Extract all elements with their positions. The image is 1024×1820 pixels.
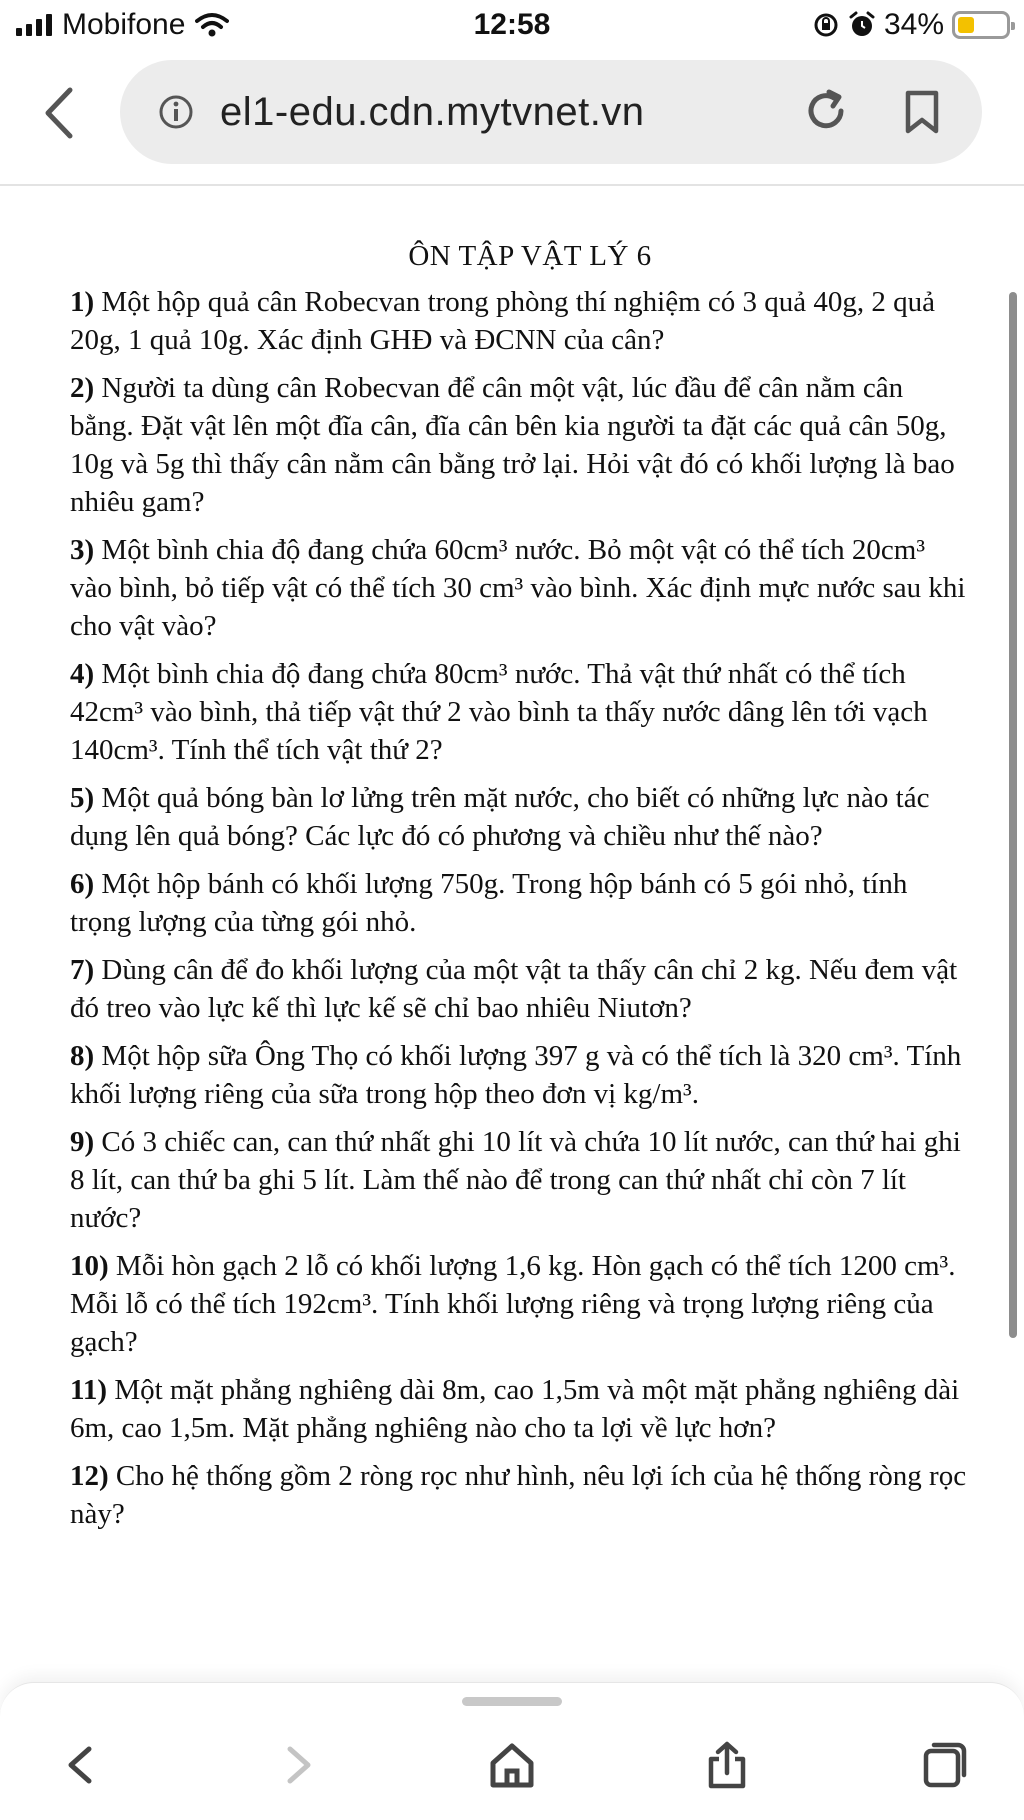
- question-number: 4): [70, 658, 95, 690]
- question-item: [70, 1371, 970, 1447]
- question-text: Một mặt phẳng nghiêng dài 8m, cao 1,5m và một mặt phẳng nghiêng dài 6m, cao 1,5m. Mặt phẳng nghiêng nào cho ta lợi về lực hơn?: [70, 1374, 960, 1444]
- status-time: 12:58: [473, 8, 551, 41]
- question-text: Một quả bóng bàn lơ lửng trên mặt nước, cho biết có những lực nào tác dụng lên quả bóng? Các lực đó có phương và chiều như thế nào?: [70, 782, 930, 852]
- document-content: [70, 240, 970, 1543]
- question-text: Người ta dùng cân Robecvan để cân một vật, lúc đầu để cân nằm cân bằng. Đặt vật lên một đĩa cân, đĩa cân bên kia người ta đặt các quả cân 50g, 10g và 5g thì thấy cân nằm cân bằng trở lại. Hỏi vật đó có khối lượng là bao nhiêu gam?: [70, 372, 955, 518]
- question-text: Một bình chia độ đang chứa 60cm³ nước. Bỏ một vật có thể tích 20cm³ vào bình, bỏ tiếp vật có thể tích 30 cm³ vào bình. Xác định mực nước sau khi cho vật vào?: [70, 534, 966, 642]
- question-number: 3): [70, 534, 95, 566]
- info-icon[interactable]: [158, 94, 194, 130]
- question-number: 11): [70, 1374, 108, 1406]
- page-scrollbar[interactable]: [1009, 292, 1017, 1338]
- bookmark-icon[interactable]: [903, 90, 941, 134]
- question-item: [70, 1123, 970, 1237]
- nav-back-icon[interactable]: [57, 1741, 105, 1789]
- question-item: [70, 531, 970, 645]
- nav-forward-icon[interactable]: [274, 1741, 322, 1789]
- question-number: 7): [70, 954, 95, 986]
- question-item: [70, 655, 970, 769]
- question-item: [70, 369, 970, 521]
- question-number: 9): [70, 1126, 95, 1158]
- home-icon[interactable]: [488, 1741, 536, 1789]
- question-item: [70, 951, 970, 1027]
- question-number: 10): [70, 1250, 109, 1282]
- question-text: Một hộp sữa Ông Thọ có khối lượng 397 g và có thể tích là 320 cm³. Tính khối lượng riêng của sữa trong hộp theo đơn vị kg/m³.: [70, 1040, 962, 1110]
- address-bar[interactable]: [120, 60, 982, 164]
- question-number: 12): [70, 1460, 109, 1492]
- tabs-icon[interactable]: [920, 1741, 968, 1789]
- alarm-icon: [848, 11, 876, 39]
- battery-icon: [952, 11, 1010, 39]
- question-number: 8): [70, 1040, 95, 1072]
- browser-nav-row: [0, 56, 1024, 168]
- toolbar-grab-handle[interactable]: [462, 1697, 562, 1706]
- carrier-name: Mobifone: [62, 8, 186, 41]
- share-icon[interactable]: [703, 1741, 751, 1789]
- question-text: Có 3 chiếc can, can thứ nhất ghi 10 lít và chứa 10 lít nước, can thứ hai ghi 8 lít, can thứ ba ghi 5 lít. Làm thế nào để trong can thứ nhất chỉ còn 7 lít nước?: [70, 1126, 961, 1234]
- status-bar: [0, 0, 1024, 52]
- battery-fill: [958, 17, 974, 33]
- status-right: [812, 8, 1010, 42]
- bottom-toolbar: [0, 1682, 1024, 1820]
- document-title: ÔN TẬP VẬT LÝ 6: [408, 240, 652, 272]
- question-text: Một hộp bánh có khối lượng 750g. Trong hộp bánh có 5 gói nhỏ, tính trọng lượng của từng gói nhỏ.: [70, 868, 908, 938]
- question-text: Mỗi hòn gạch 2 lỗ có khối lượng 1,6 kg. Hòn gạch có thể tích 1200 cm³. Mỗi lỗ có thể tích 192cm³. Tính khối lượng riêng và trọng lượng riêng của gạch?: [70, 1250, 956, 1358]
- question-text: Một hộp quả cân Robecvan trong phòng thí nghiệm có 3 quả 40g, 2 quả 20g, 1 quả 10g. Xác định GHĐ và ĐCNN của cân?: [70, 286, 936, 356]
- reload-icon[interactable]: [803, 88, 849, 134]
- question-item: [70, 1247, 970, 1361]
- question-item: [70, 283, 970, 359]
- question-item: [70, 865, 970, 941]
- battery-percent: 34%: [883, 8, 944, 41]
- question-text: Cho hệ thống gồm 2 ròng rọc như hình, nêu lợi ích của hệ thống ròng rọc này?: [70, 1460, 967, 1530]
- question-item: [70, 1037, 970, 1113]
- question-number: 1): [70, 286, 95, 318]
- question-item: [70, 1457, 970, 1533]
- back-icon[interactable]: [40, 86, 80, 140]
- question-number: 6): [70, 868, 95, 900]
- question-number: 5): [70, 782, 95, 814]
- question-item: [70, 779, 970, 855]
- question-text: Một bình chia độ đang chứa 80cm³ nước. Thả vật thứ nhất có thể tích 42cm³ vào bình, thả tiếp vật thứ 2 vào bình ta thấy nước dâng lên tới vạch 140cm³. Tính thể tích vật thứ 2?: [70, 658, 928, 766]
- url-text[interactable]: el1-edu.cdn.mytvnet.vn: [220, 90, 645, 134]
- question-text: Dùng cân để đo khối lượng của một vật ta thấy cân chỉ 2 kg. Nếu đem vật đó treo vào lực kế thì lực kế sẽ chỉ bao nhiêu Niutơn?: [70, 954, 958, 1024]
- question-number: 2): [70, 372, 95, 404]
- nav-divider: [0, 184, 1024, 186]
- orientation-lock-icon: [812, 11, 840, 39]
